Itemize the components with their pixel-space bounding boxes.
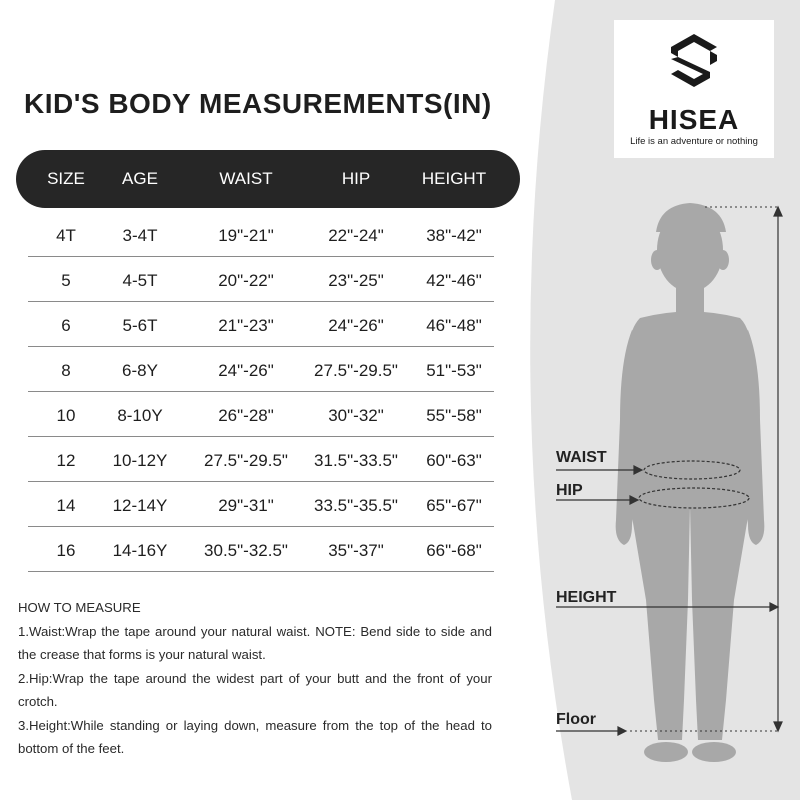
how-to-step-waist: 1.Waist:Wrap the tape around your natural waist. NOTE: Bend side to side and the crease that forms is your natural waist. <box>18 623 492 662</box>
cell-waist: 21"-23" <box>218 316 274 335</box>
cell-age: 3-4T <box>122 226 158 245</box>
cell-size: 8 <box>61 361 71 380</box>
cell-age: 6-8Y <box>122 361 158 380</box>
cell-height: 38"-42" <box>426 226 482 245</box>
cell-hip: 35"-37" <box>328 541 384 560</box>
header-hip: HIP <box>341 169 371 188</box>
cell-waist: 26"-28" <box>218 406 274 425</box>
cell-hip: 24"-26" <box>328 316 384 335</box>
cell-waist: 19"-21" <box>218 226 274 245</box>
cell-size: 16 <box>56 541 76 560</box>
cell-size: 4T <box>56 226 76 245</box>
table-row <box>28 302 494 347</box>
cell-hip: 30"-32" <box>328 406 384 425</box>
brand-slogan: Life is an adventure or nothing <box>630 136 758 147</box>
cell-age: 5-6T <box>122 316 158 335</box>
height-label: HEIGHT <box>556 589 617 606</box>
table-header <box>16 150 520 208</box>
table-row <box>28 392 494 437</box>
how-to-measure <box>18 596 492 761</box>
cell-hip: 23"-25" <box>328 271 384 290</box>
table-row <box>28 437 494 482</box>
cell-height: 42"-46" <box>426 271 482 290</box>
cell-height: 55"-58" <box>426 406 482 425</box>
how-to-heading: HOW TO MEASURE <box>18 600 141 615</box>
hisea-logo-icon <box>614 20 774 100</box>
table-row <box>28 527 494 572</box>
cell-height: 51"-53" <box>426 361 482 380</box>
how-to-step-height: 3.Height:While standing or laying down, measure from the top of the head to bottom of the feet. <box>18 717 492 756</box>
cell-height: 66"-68" <box>426 541 482 560</box>
cell-hip: 22"-24" <box>328 226 384 245</box>
waist-label: WAIST <box>556 449 607 466</box>
cell-age: 4-5T <box>122 271 158 290</box>
cell-waist: 27.5"-29.5" <box>204 451 288 470</box>
how-to-step-hip: 2.Hip:Wrap the tape around the widest part of your butt and the front of your crotch. <box>18 670 492 709</box>
cell-size: 6 <box>61 316 71 335</box>
cell-size: 5 <box>61 271 71 290</box>
cell-height: 60"-63" <box>426 451 482 470</box>
cell-height: 46"-48" <box>426 316 482 335</box>
header-waist: WAIST <box>219 169 273 188</box>
cell-waist: 30.5"-32.5" <box>204 541 288 560</box>
cell-age: 14-16Y <box>112 541 168 560</box>
table-row <box>28 257 494 302</box>
cell-waist: 24"-26" <box>218 361 274 380</box>
cell-height: 65"-67" <box>426 496 482 515</box>
header-size: SIZE <box>47 169 85 188</box>
floor-label: Floor <box>556 711 596 728</box>
cell-age: 12-14Y <box>112 496 168 515</box>
cell-age: 8-10Y <box>117 406 163 425</box>
cell-age: 10-12Y <box>112 451 168 470</box>
table-row <box>28 212 494 257</box>
cell-waist: 29"-31" <box>218 496 274 515</box>
cell-hip: 33.5"-35.5" <box>314 496 398 515</box>
cell-hip: 27.5"-29.5" <box>314 361 398 380</box>
brand-name: HISEA <box>648 104 740 135</box>
brand-logo <box>614 20 774 158</box>
header-age: AGE <box>122 169 158 188</box>
cell-waist: 20"-22" <box>218 271 274 290</box>
cell-hip: 31.5"-33.5" <box>314 451 398 470</box>
header-height: HEIGHT <box>421 169 487 188</box>
cell-size: 14 <box>56 496 76 515</box>
page-title: KID'S BODY MEASUREMENTS(IN) <box>24 88 492 119</box>
cell-size: 10 <box>56 406 76 425</box>
table-row <box>28 482 494 527</box>
hip-label: HIP <box>556 482 583 499</box>
cell-size: 12 <box>56 451 76 470</box>
table-row <box>28 347 494 392</box>
